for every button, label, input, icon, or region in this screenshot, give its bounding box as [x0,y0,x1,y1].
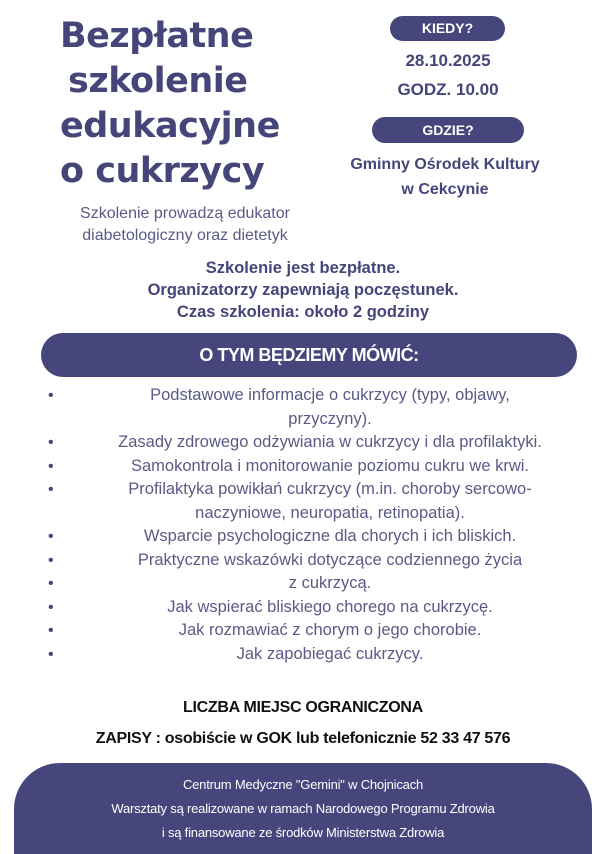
title-line: o cukrzycy [60,151,265,191]
venue-line: w Cekcynie [401,181,489,198]
when-label: KIEDY? [390,16,505,41]
bullet-icon: • [48,575,54,592]
list-item: • Zasady zdrowego odżywiania w cukrzycy i dla profilaktyki. [0,431,606,455]
list-item-continuation: naczyniowe, neuropatia, retinopatia). [195,503,465,522]
event-date: 28.10.2025 [405,51,491,70]
info-line: Czas szkolenia: około 2 godziny [176,303,430,321]
footer-line: i są finansowane ze środków Ministerstwa Zdrowia [161,825,445,840]
title-line: Bezpłatne [60,16,254,56]
bullet-icon: • [48,481,54,498]
list-item: • Samokontrola i monitorowanie poziomu cukru we krwi. [0,455,606,479]
bullet-icon: • [48,645,54,663]
bullet-icon: • [48,551,54,569]
subtitle [30,203,340,247]
limited-seats-notice: LICZBA MIEJSC OGRANICZONA [183,699,423,716]
list-item: • Jak zapobiegać cukrzycy. [0,643,606,667]
bullet-icon: • [48,528,54,545]
info-line: Organizatorzy zapewniają poczęstunek. [147,281,459,299]
bullet-icon: • [48,434,54,451]
topics-list [0,384,606,666]
list-item: • Profilaktyka powikłań cukrzycy (m.in. choroby sercowo- [0,478,606,502]
list-item: • Jak rozmawiać z chorym o jego chorobie. [0,619,606,643]
where-label: GDZIE? [372,117,524,143]
venue-line: Gminny Ośrodek Kultury [350,156,540,173]
signup-info: ZAPISY : osobiście w GOK lub telefonicznie 52 33 47 576 [95,730,511,747]
topics-heading: O TYM BĘDZIEMY MÓWIĆ: [41,333,577,377]
title-line: edukacyjne [60,106,280,146]
list-item: • Podstawowe informacje o cukrzycy (typy, objawy, [0,384,606,408]
bullet-icon: • [48,598,54,616]
subtitle-line: diabetologiczny oraz dietetyk [82,227,288,244]
list-item: • Praktyczne wskazówki dotyczące codziennego życia [0,549,606,573]
list-item: • Jak wspierać bliskiego chorego na cukrzycę. [0,596,606,620]
bullet-icon: • [48,387,54,404]
event-venue [320,152,570,202]
event-time: GODZ. 10.00 [397,80,499,99]
list-item: • z cukrzycą. [0,572,606,596]
list-item: • Wsparcie psychologiczne dla chorych i ich bliskich. [0,525,606,549]
list-item-continuation: przyczyny). [288,409,372,428]
footer-line: Centrum Medyczne "Gemini" w Chojnicach [182,777,424,792]
footer [14,763,592,854]
event-info [0,257,606,323]
page-title [60,14,360,194]
bullet-icon: • [48,457,54,475]
title-line: szkolenie [68,61,248,101]
footer-line: Warsztaty są realizowane w ramach Narodowego Programu Zdrowia [111,801,495,816]
subtitle-line: Szkolenie prowadzą edukator [80,205,290,222]
bullet-icon: • [48,622,54,639]
info-line: Szkolenie jest bezpłatne. [205,259,401,277]
